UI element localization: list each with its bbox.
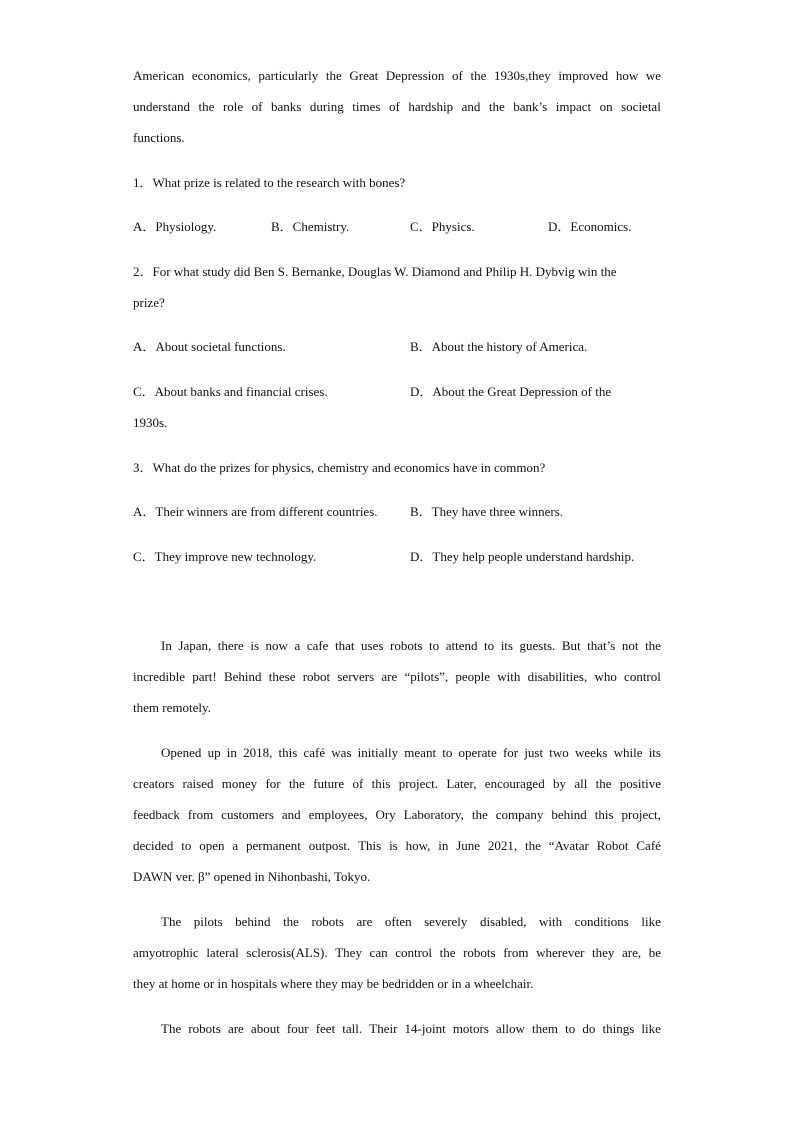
question-2-option-c: C．About banks and financial crises. [133, 384, 328, 399]
passage-b-line: The robots are about four feet tall. Their 14-joint motors allow them to do things like [161, 1021, 661, 1036]
question-3-stem: 3．What do the prizes for physics, chemistry and economics have in common? [133, 460, 546, 475]
passage-b-line: feedback from customers and employees, Ory Laboratory, the company behind this project, [133, 807, 661, 822]
passage-a-line: functions. [133, 130, 185, 145]
passage-b-line: decided to open a permanent outpost. This is how, in June 2021, the “Avatar Robot Café [133, 838, 661, 853]
passage-b-line: DAWN ver. β” opened in Nihonbashi, Tokyo. [133, 869, 371, 884]
question-2-option-d: D．About the Great Depression of the [410, 384, 612, 399]
passage-b-line: they at home or in hospitals where they may be bedridden or in a wheelchair. [133, 976, 534, 991]
question-3-option-b: B．They have three winners. [410, 504, 564, 519]
question-3-option-d: D．They help people understand hardship. [410, 549, 635, 564]
question-1-option-d: D．Economics. [548, 219, 632, 234]
question-2-stem: 2．For what study did Ben S. Bernanke, Douglas W. Diamond and Philip H. Dybvig win the [133, 264, 617, 279]
question-3-option-c: C．They improve new technology. [133, 549, 317, 564]
question-2-option-d-cont: 1930s. [133, 415, 168, 430]
question-1-stem: 1．What prize is related to the research with bones? [133, 175, 406, 190]
question-2-option-b: B．About the history of America. [410, 339, 588, 354]
passage-a-line: understand the role of banks during times of hardship and the bank’s impact on societal [133, 99, 661, 114]
passage-b-line: creators raised money for the future of this project. Later, encouraged by all the positive [133, 776, 661, 791]
question-2-option-a: A．About societal functions. [133, 339, 286, 354]
passage-b-line: Opened up in 2018, this café was initially meant to operate for just two weeks while its [161, 745, 661, 760]
passage-b-line: In Japan, there is now a cafe that uses robots to attend to its guests. But that’s not the [161, 638, 661, 653]
question-3-option-a: A．Their winners are from different countries. [133, 504, 378, 519]
question-1-option-b: B．Chemistry. [271, 219, 350, 234]
passage-b-line: The pilots behind the robots are often severely disabled, with conditions like [161, 914, 661, 929]
passage-b-line: them remotely. [133, 700, 211, 715]
passage-a-line: American economics, particularly the Great Depression of the 1930s,they improved how we [133, 68, 661, 83]
passage-b-line: incredible part! Behind these robot servers are “pilots”, people with disabilities, who control [133, 669, 661, 684]
passage-b-line: amyotrophic lateral sclerosis(ALS). They can control the robots from wherever they are, be [133, 945, 661, 960]
question-1-option-c: C．Physics. [410, 219, 475, 234]
question-1-option-a: A．Physiology. [133, 219, 217, 234]
question-2-stem-cont: prize? [133, 295, 165, 310]
